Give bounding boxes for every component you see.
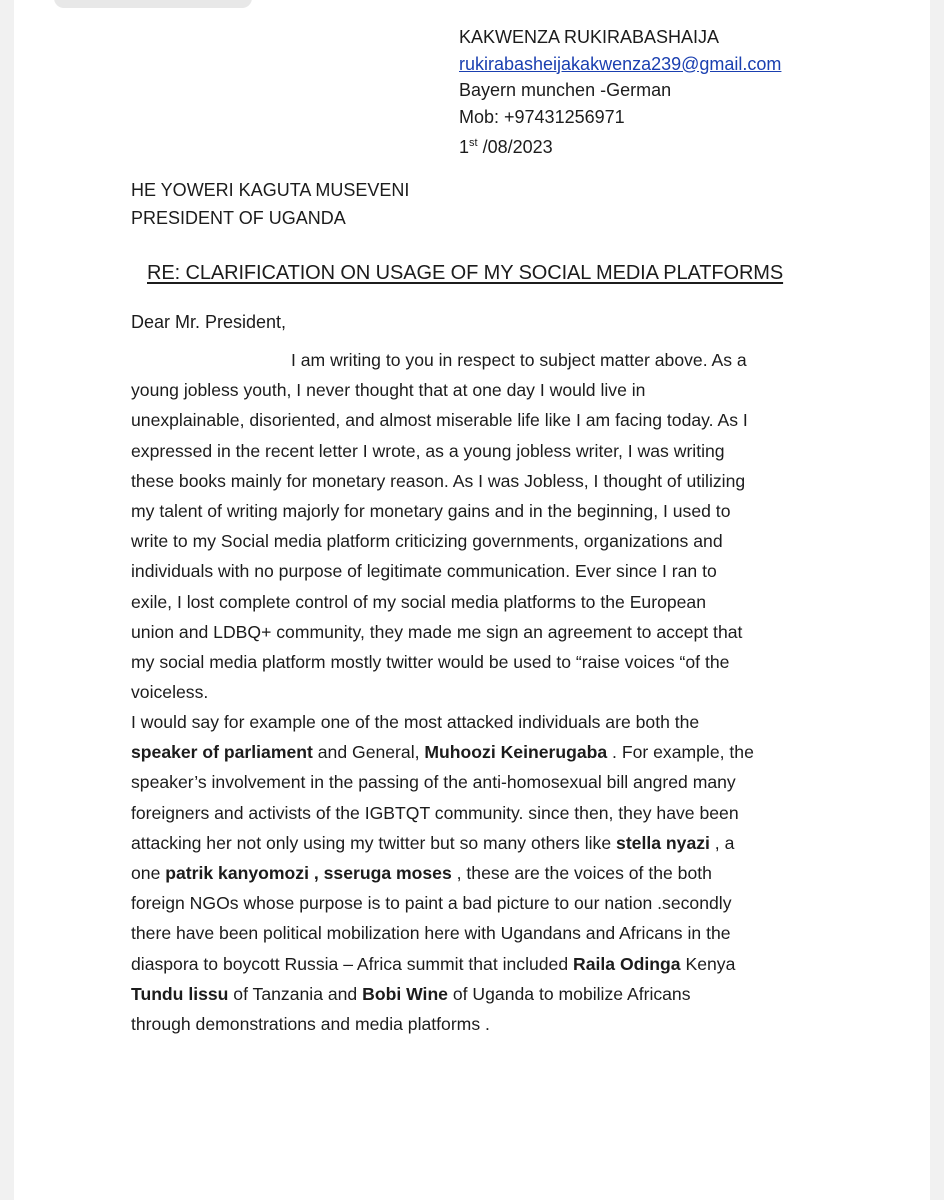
bold-name: Raila Odinga [573,953,681,974]
bold-name: Bobi Wine [362,983,448,1004]
paragraph-line: attacking her not only using my twitter but so many others like stella nyazi , a [131,832,735,853]
paragraph-line: Tundu lissu of Tanzania and Bobi Wine of Uganda to mobilize Africans [131,983,691,1004]
paragraph-line: speaker of parliament and General, Muhoozi Keinerugaba . For example, the [131,742,754,763]
body-paragraph-2 [131,707,861,1039]
paragraph-line: I am writing to you in respect to subject matter above. As a [291,350,747,370]
paragraph-line: I would say for example one of the most attacked individuals are both the [131,712,700,732]
sender-name: KAKWENZA RUKIRABASHAIJA [459,27,720,47]
paragraph-line: union and LDBQ+ community, they made me sign an agreement to accept that [131,621,743,642]
paragraph-line: exile, I lost complete control of my social media platforms to the European [131,591,707,612]
bold-name: Muhoozi Keinerugaba [424,742,608,763]
bold-name: patrik kanyomozi , sseruga moses [165,863,452,884]
subject-line: RE: CLARIFICATION ON USAGE OF MY SOCIAL MEDIA PLATFORMS [147,262,784,284]
paragraph-line: unexplainable, disoriented, and almost miserable life like I am facing today. As I [131,410,748,431]
paragraph-line: foreign NGOs whose purpose is to paint a bad picture to our nation .secondly [131,893,732,914]
paragraph-line: speaker’s involvement in the passing of the anti-homosexual bill angred many [131,772,736,793]
paragraph-line: individuals with no purpose of legitimate communication. Ever since I ran to [131,561,717,582]
bold-name: speaker of parliament [131,742,313,763]
letter-page [14,0,930,1200]
sender-location: Bayern munchen -German [459,80,672,100]
paragraph-line: foreigners and activists of the IGBTQT community. since then, they have been [131,802,739,823]
paragraph-line: write to my Social media platform criticizing governments, organizations and [131,531,723,552]
body-paragraph-1 [131,345,861,707]
recipient-name: HE YOWERI KAGUTA MUSEVENI [131,180,410,200]
recipient-block [131,176,409,232]
paragraph-line: through demonstrations and media platforms . [131,1014,490,1035]
paragraph-line: my social media platform mostly twitter would be used to “raise voices “of the [131,652,730,673]
paragraph-line: voiceless. [131,682,209,703]
paragraph-line: these books mainly for monetary reason. As I was Jobless, I thought of utilizing [131,470,746,491]
bold-name: Tundu lissu [131,983,229,1004]
recipient-title: PRESIDENT OF UGANDA [131,208,346,228]
bold-name: stella nyazi [616,832,710,853]
top-tab-shadow [54,0,252,8]
letter-date: 1st /08/2023 [459,137,553,157]
paragraph-line: diaspora to boycott Russia – Africa summit that included Raila Odinga Kenya [131,953,736,974]
sender-block [459,24,781,161]
paragraph-line: my talent of writing majorly for monetary gains and in the beginning, I used to [131,501,731,522]
sender-email-link[interactable]: rukirabasheijakakwenza239@gmail.com [459,53,782,74]
paragraph-line: one patrik kanyomozi , sseruga moses , these are the voices of the both [131,863,712,884]
paragraph-line: expressed in the recent letter I wrote, as a young jobless writer, I was writing [131,440,725,461]
paragraph-line: young jobless youth, I never thought that at one day I would live in [131,380,646,401]
sender-mobile: Mob: +97431256971 [459,106,625,127]
salutation: Dear Mr. President, [131,312,287,332]
paragraph-line: there have been political mobilization here with Ugandans and Africans in the [131,923,731,944]
